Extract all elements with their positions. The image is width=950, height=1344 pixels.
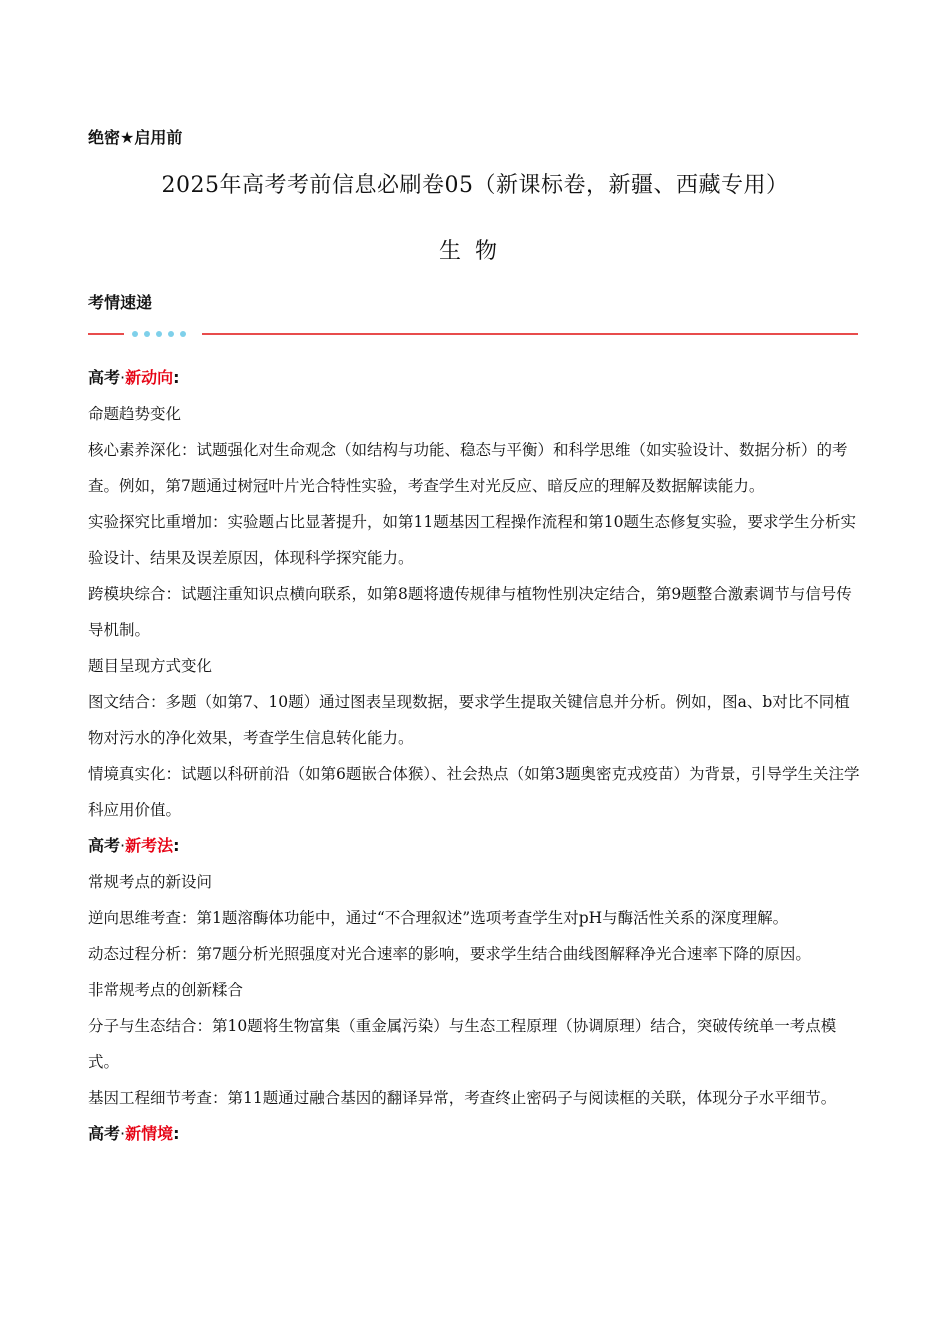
divider-dot: [144, 331, 150, 337]
paragraph: 基因工程细节考查：第11题通过融合基因的翻译异常，考查终止密码子与阅读框的关联，体现分子水平细节。: [88, 1089, 837, 1107]
divider-dots: [132, 330, 186, 338]
paragraph: 逆向思维考查：第1题溶酶体功能中，通过“不合理叙述”选项考查学生对pH与酶活性关系的深度理解。: [88, 909, 789, 927]
block-heading-new-methods: 高考·新考法:: [88, 836, 180, 855]
subheading: 常规考点的新设问: [88, 873, 213, 891]
subheading: 命题趋势变化: [88, 405, 182, 423]
section-divider: [88, 327, 858, 341]
divider-line-left: [88, 333, 124, 335]
paragraph: 图文结合：多题（如第7、10题）通过图表呈现数据，要求学生提取关键信息并分析。例如，图a、b对比不同植物对污水的净化效果，考查学生信息转化能力。: [88, 693, 850, 747]
subheading: 题目呈现方式变化: [88, 657, 213, 675]
divider-line-right: [202, 333, 858, 335]
heading-highlight: 新考法: [125, 836, 174, 855]
exam-title: 2025年高考考前信息必刷卷05（新课标卷，新疆、西藏专用）: [161, 173, 789, 198]
divider-dot: [168, 331, 174, 337]
subject-title: 生物: [438, 239, 511, 264]
paragraph: 分子与生态结合：第10题将生物富集（重金属污染）与生态工程原理（协调原理）结合，突破传统单一考点模式。: [88, 1017, 837, 1071]
heading-highlight: 新情境: [125, 1124, 174, 1143]
confidential-label: 绝密★启用前: [88, 128, 183, 147]
heading-highlight: 新动向: [125, 368, 174, 387]
paragraph: 核心素养深化：试题强化对生命观念（如结构与功能、稳态与平衡）和科学思维（如实验设计、数据分析）的考查。例如，第7题通过树冠叶片光合特性实验，考查学生对光反应、暗反应的理解及数据解读能力。: [88, 441, 848, 495]
block-heading-new-contexts: 高考·新情境:: [88, 1124, 180, 1143]
document-body: [88, 360, 864, 1152]
block-heading-new-trends: 高考·新动向:: [88, 368, 180, 387]
paragraph: 实验探究比重增加：实验题占比显著提升，如第11题基因工程操作流程和第10题生态修复实验，要求学生分析实验设计、结果及误差原因，体现科学探究能力。: [88, 513, 856, 567]
divider-dot: [156, 331, 162, 337]
section-heading: 考情速递: [88, 293, 153, 312]
subheading: 非常规考点的创新糅合: [88, 981, 244, 999]
paragraph: 跨模块综合：试题注重知识点横向联系，如第8题将遗传规律与植物性别决定结合，第9题整合激素调节与信号传导机制。: [88, 585, 852, 639]
divider-dot: [180, 331, 186, 337]
paragraph: 情境真实化：试题以科研前沿（如第6题嵌合体猴）、社会热点（如第3题奥密克戎疫苗）为背景，引导学生关注学科应用价值。: [88, 765, 860, 819]
paragraph: 动态过程分析：第7题分析光照强度对光合速率的影响，要求学生结合曲线图解释净光合速率下降的原因。: [88, 945, 811, 963]
divider-dot: [132, 331, 138, 337]
